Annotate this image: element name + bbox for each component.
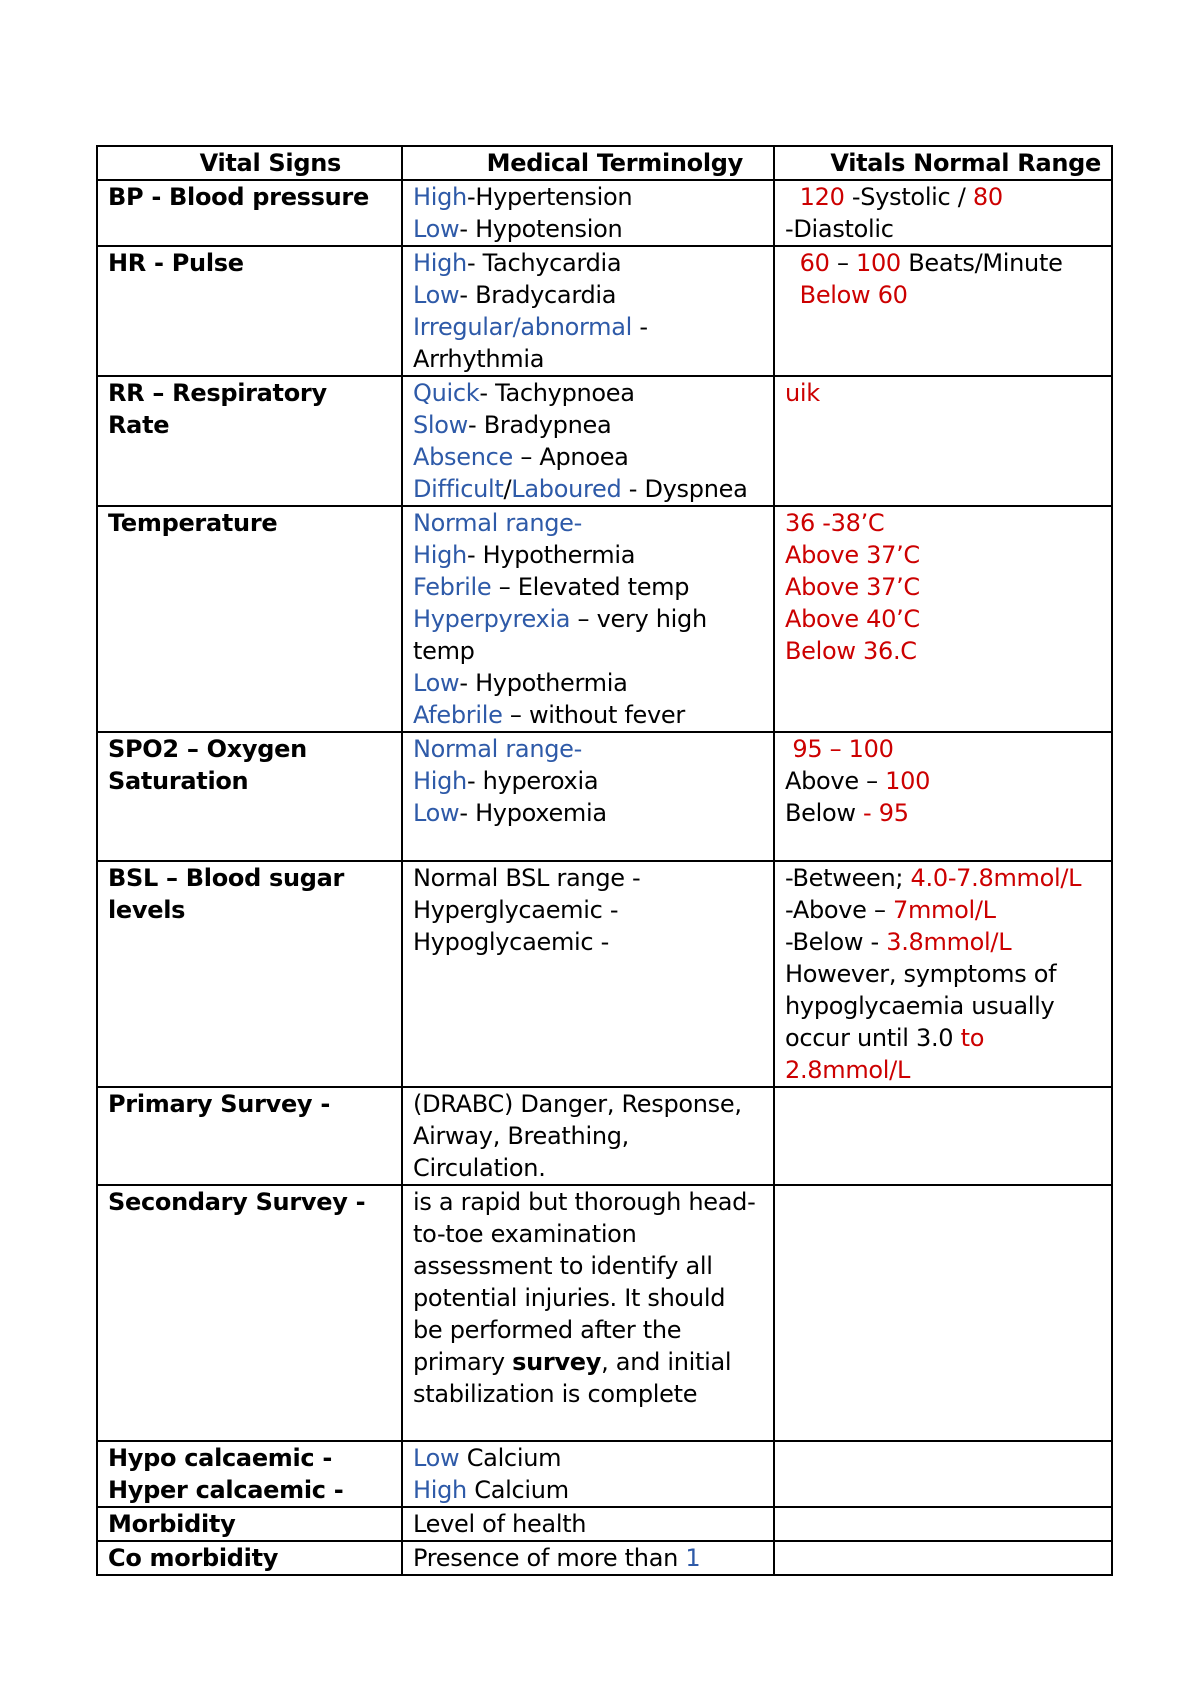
table-row-primary-survey [97,1087,1112,1185]
range-cell [774,1185,1112,1441]
table-row-morbidity [97,1507,1112,1541]
range-cell: 60 – 100 Beats/Minute Below 60 [774,246,1112,376]
table-row-rr [97,376,1112,506]
range-cell: 95 – 100 Above – 100 Below - 95 [774,732,1112,861]
range-cell [774,1087,1112,1185]
table-row-bsl [97,861,1112,1087]
table-row-hr [97,246,1112,376]
header-normal-range: Vitals Normal Range [774,146,1112,180]
header-row [97,146,1112,180]
range-cell [774,1507,1112,1541]
table-row-calcaemic [97,1441,1112,1507]
vital-name: Co morbidity [97,1541,402,1575]
vital-name: Secondary Survey - [97,1185,402,1441]
terminology-cell: Normal BSL range - Hyperglycaemic - Hypoglycaemic - [402,861,774,1087]
terminology-cell: Quick- Tachypnoea Slow- Bradypnea Absence – Apnoea Difficult/Laboured - Dyspnea [402,376,774,506]
vital-name: SPO2 – Oxygen Saturation [97,732,402,861]
table-row-secondary-survey [97,1185,1112,1441]
range-cell [774,1441,1112,1507]
range-cell [774,1541,1112,1575]
vital-name: Primary Survey - [97,1087,402,1185]
range-cell: 120 -Systolic / 80 -Diastolic [774,180,1112,246]
vital-name: BSL – Blood sugar levels [97,861,402,1087]
vital-name: Hypo calcaemic - Hyper calcaemic - [97,1441,402,1507]
terminology-cell: is a rapid but thorough head- to-toe examination assessment to identify all potential injuries. It should be performed after the primary survey, and initial stabilization is complete [402,1185,774,1441]
terminology-cell: Level of health [402,1507,774,1541]
vital-name: Temperature [97,506,402,732]
vital-signs-table [96,145,1113,1576]
terminology-cell: Presence of more than 1 [402,1541,774,1575]
terminology-cell: (DRABC) Danger, Response, Airway, Breathing, Circulation. [402,1087,774,1185]
terminology-cell: Normal range- High- Hypothermia Febrile – Elevated temp Hyperpyrexia – very high temp Low- Hypothermia Afebrile – without fever [402,506,774,732]
terminology-cell: High-Hypertension Low- Hypotension [402,180,774,246]
terminology-cell: Low Calcium High Calcium [402,1441,774,1507]
table-row-bp [97,180,1112,246]
vital-name: Morbidity [97,1507,402,1541]
terminology-cell: Normal range- High- hyperoxia Low- Hypoxemia [402,732,774,861]
header-vital-signs: Vital Signs [97,146,402,180]
vital-name: HR - Pulse [97,246,402,376]
table-row-spo2 [97,732,1112,861]
range-cell: 36 -38’C Above 37’C Above 37’C Above 40’C Below 36.C [774,506,1112,732]
terminology-cell: High- Tachycardia Low- Bradycardia Irregular/abnormal - Arrhythmia [402,246,774,376]
vital-name: BP - Blood pressure [97,180,402,246]
range-cell: uik [774,376,1112,506]
header-medical-terminology: Medical Terminolgy [402,146,774,180]
vital-name: RR – Respiratory Rate [97,376,402,506]
table-row-co-morbidity [97,1541,1112,1575]
range-cell: -Between; 4.0-7.8mmol/L -Above – 7mmol/L -Below - 3.8mmol/L However, symptoms of hypoglycaemia usually occur until 3.0 to 2.8mmol/L [774,861,1112,1087]
table-row-temperature [97,506,1112,732]
